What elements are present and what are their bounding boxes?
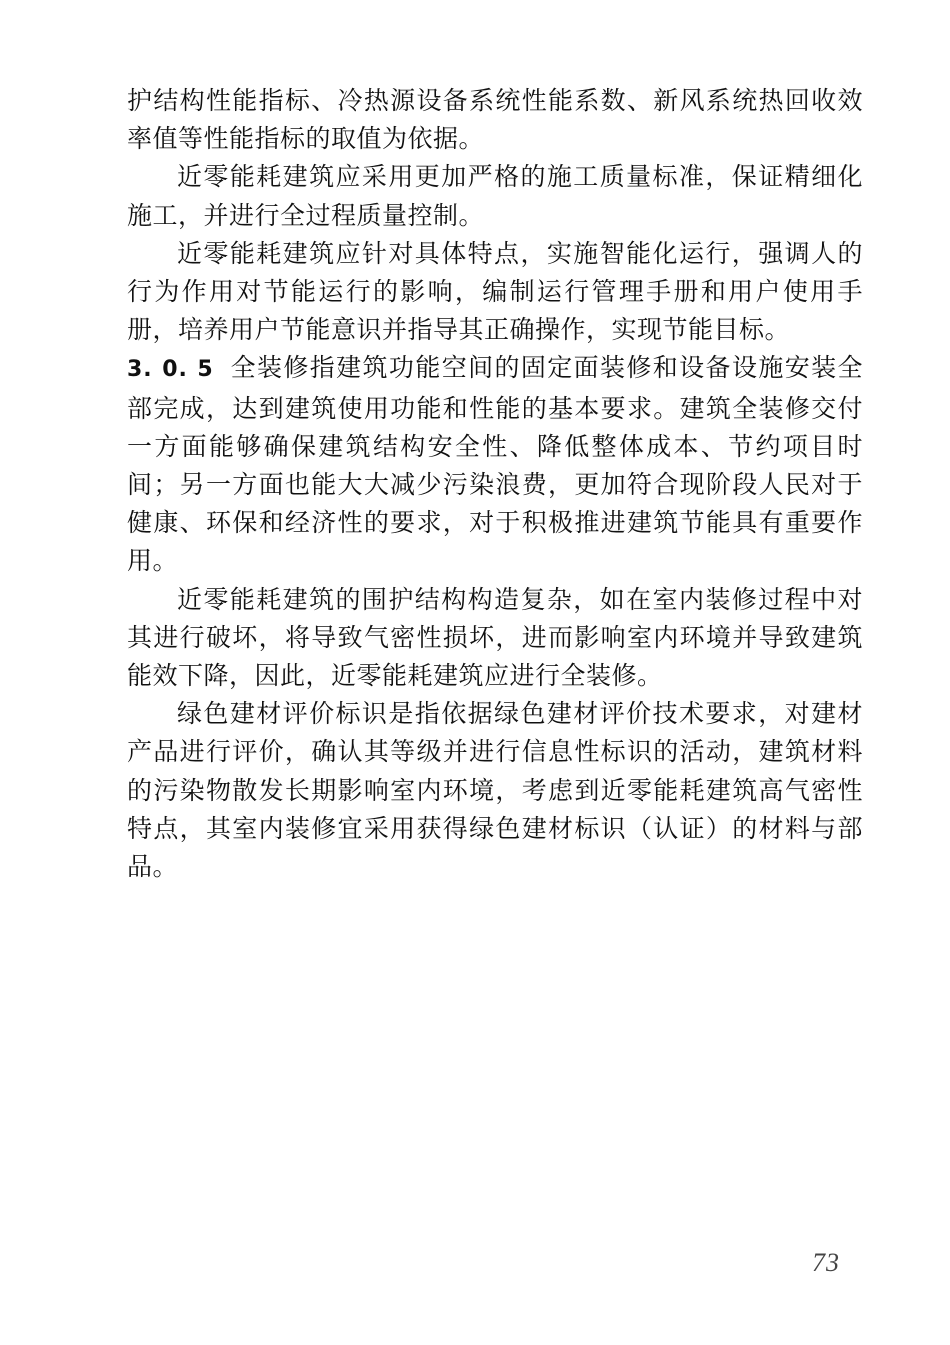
clause-3-0-5	[127, 349, 863, 580]
body-text	[127, 82, 863, 886]
clause-number: 3. 0. 5	[127, 357, 214, 383]
paragraph-text: 护结构性能指标、冷热源设备系统性能系数、新风系统热回收效率值等性能指标的取值为依据。	[127, 86, 863, 154]
paragraph-continuation	[127, 82, 863, 158]
paragraph-intelligent-operation	[127, 235, 863, 350]
paragraph-envelope-structure	[127, 581, 863, 696]
paragraph-text: 近零能耗建筑应针对具体特点，实施智能化运行，强调人的行为作用对节能运行的影响，编制运行管理手册和用户使用手册，培养用户节能意识并指导其正确操作，实现节能目标。	[127, 238, 863, 345]
paragraph-green-materials	[127, 695, 863, 886]
paragraph-text: 绿色建材评价标识是指依据绿色建材评价技术要求，对建材产品进行评价，确认其等级并进行信息性标识的活动，建筑材料的污染物散发长期影响室内环境，考虑到近零能耗建筑高气密性特点，其室内装修宜采用获得绿色建材标识（认证）的材料与部品。	[127, 699, 863, 882]
paragraph-text: 近零能耗建筑的围护结构构造复杂，如在室内装修过程中对其进行破坏，将导致气密性损坏，进而影响室内环境并导致建筑能效下降，因此，近零能耗建筑应进行全装修。	[127, 584, 863, 691]
paragraph-construction-quality	[127, 158, 863, 234]
page-number: 73	[812, 1248, 840, 1277]
paragraph-text: 全装修指建筑功能空间的固定面装修和设备设施安装全部完成，达到建筑使用功能和性能的基本要求。建筑全装修交付一方面能够确保建筑结构安全性、降低整体成本、节约项目时间；另一方面也能大大减少污染浪费，更加符合现阶段人民对于健康、环保和经济性的要求，对于积极推进建筑节能具有重要作用。	[127, 353, 863, 576]
paragraph-text: 近零能耗建筑应采用更加严格的施工质量标准，保证精细化施工，并进行全过程质量控制。	[127, 162, 863, 230]
